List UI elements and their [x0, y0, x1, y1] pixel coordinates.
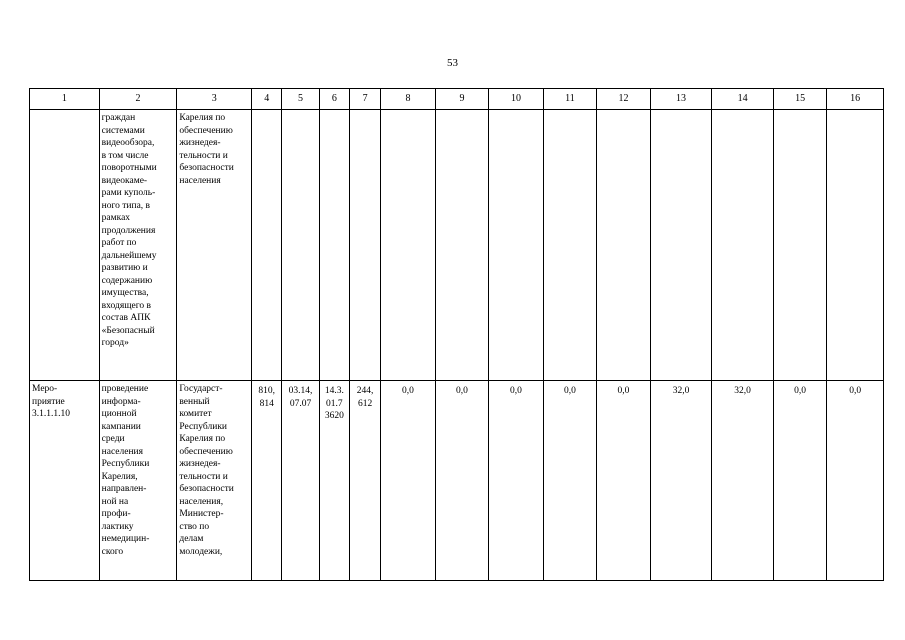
column-number-row — [30, 89, 884, 110]
cell-description: граждан системами видеообзора, в том числе поворотными видеокаме- рами куполь- ного типа, в рамках продолжения работ по дальнейшему развитию и содержанию имущества, входящего в состав АПК «Безопасный город» — [99, 110, 177, 381]
cell-code: 14.3. 01.7 3620 — [319, 381, 349, 581]
cell-value: 32,0 — [712, 381, 774, 581]
column-header: 7 — [349, 89, 380, 110]
cell-value — [827, 110, 884, 381]
column-header: 6 — [319, 89, 349, 110]
cell-code: 810, 814 — [252, 381, 282, 581]
cell-value: 0,0 — [489, 381, 544, 581]
column-header: 16 — [827, 89, 884, 110]
cell-value — [712, 110, 774, 381]
cell-value — [381, 110, 436, 381]
column-header: 4 — [252, 89, 282, 110]
page-number: 53 — [447, 57, 458, 69]
cell-value — [435, 110, 489, 381]
cell-value: 0,0 — [543, 381, 597, 581]
cell-value — [543, 110, 597, 381]
table-row — [30, 381, 884, 581]
cell-value: 0,0 — [435, 381, 489, 581]
column-header: 12 — [597, 89, 651, 110]
cell-code: 244, 612 — [349, 381, 380, 581]
column-header: 14 — [712, 89, 774, 110]
cell-value: 32,0 — [650, 381, 712, 581]
cell-value — [597, 110, 651, 381]
cell-code — [319, 110, 349, 381]
cell-item: Меро- приятие 3.1.1.1.10 — [30, 381, 100, 581]
column-header: 13 — [650, 89, 712, 110]
cell-item — [30, 110, 100, 381]
cell-code — [282, 110, 319, 381]
column-header: 10 — [489, 89, 544, 110]
cell-code — [252, 110, 282, 381]
column-header: 9 — [435, 89, 489, 110]
cell-value: 0,0 — [597, 381, 651, 581]
column-header: 5 — [282, 89, 319, 110]
table-row — [30, 110, 884, 381]
cell-description: проведение информа- ционной кампании среди населения Республики Карелия, направлен- ной на профи- лактику немедицин- ского — [99, 381, 177, 581]
column-header: 1 — [30, 89, 100, 110]
cell-value: 0,0 — [773, 381, 827, 581]
budget-table — [29, 88, 884, 581]
cell-executor: Государст- венный комитет Республики Карелия по обеспечению жизнедея- тельности и безопасности населения, Министер- ство по делам молодежи, — [177, 381, 252, 581]
cell-code — [349, 110, 380, 381]
cell-value: 0,0 — [827, 381, 884, 581]
column-header: 3 — [177, 89, 252, 110]
column-header: 2 — [99, 89, 177, 110]
cell-value — [650, 110, 712, 381]
column-header: 11 — [543, 89, 597, 110]
column-header: 8 — [381, 89, 436, 110]
cell-executor: Карелия по обеспечению жизнедея- тельности и безопасности населения — [177, 110, 252, 381]
column-header: 15 — [773, 89, 827, 110]
cell-value — [773, 110, 827, 381]
cell-value: 0,0 — [381, 381, 436, 581]
cell-code: 03.14, 07.07 — [282, 381, 319, 581]
cell-value — [489, 110, 544, 381]
